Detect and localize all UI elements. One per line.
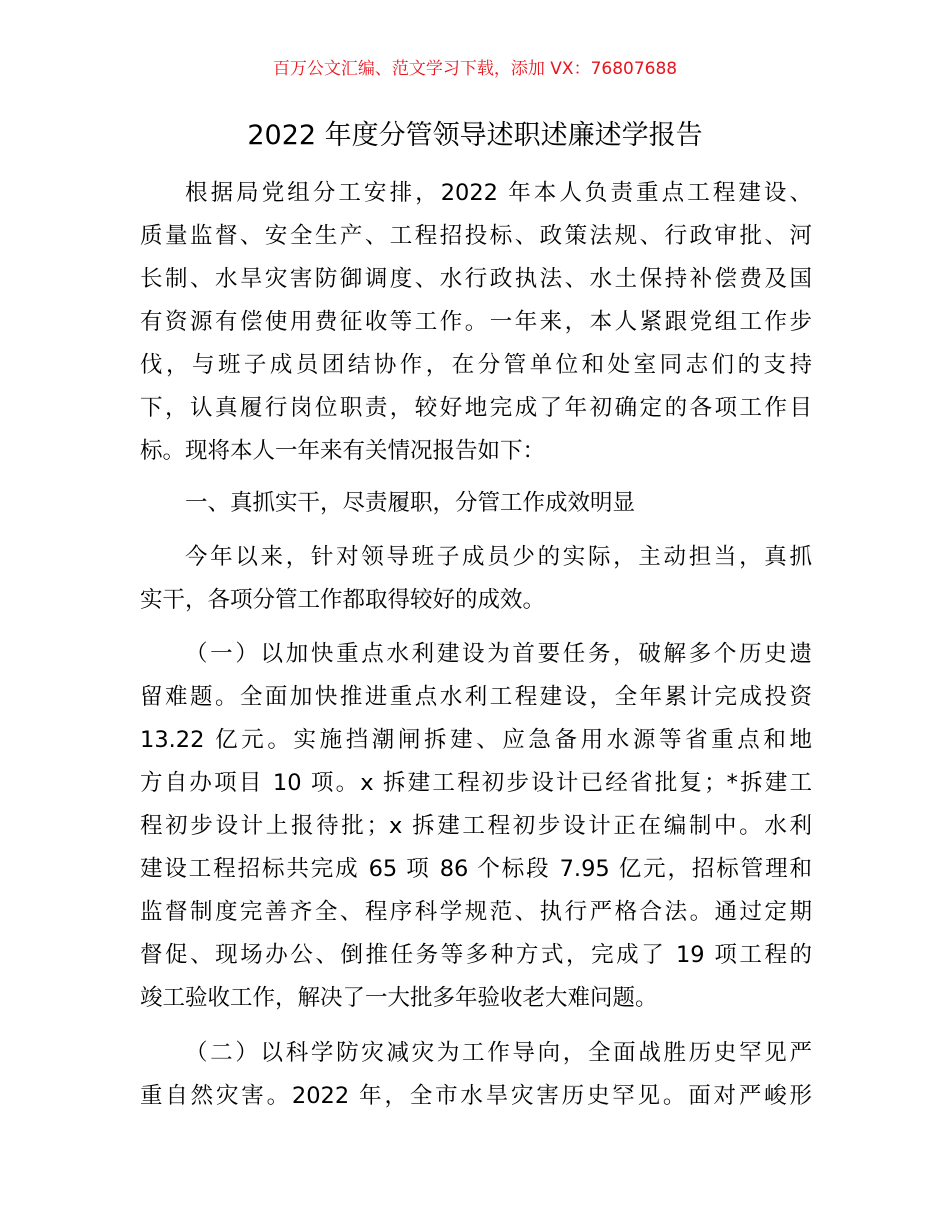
- text-line: 留难题。全面加快推进重点水利工程建设，全年累计完成投资: [140, 684, 812, 710]
- text-line: 实干，各项分管工作都取得较好的成效。: [140, 587, 546, 613]
- text-line: 下，认真履行岗位职责，较好地完成了年初确定的各项工作目: [140, 395, 812, 421]
- text-line: 重自然灾害。2022 年，全市水旱灾害历史罕见。面对严峻形: [140, 1083, 812, 1109]
- text-line: 监督制度完善齐全、程序科学规范、执行严格合法。通过定期: [140, 899, 812, 925]
- text-line: （一）以加快重点水利建设为首要任务，破解多个历史遗: [185, 641, 812, 667]
- text-line: 有资源有偿使用费征收等工作。一年来，本人紧跟党组工作步: [140, 309, 812, 335]
- text-line: 督促、现场办公、倒推任务等多种方式，完成了 19 项工程的: [140, 942, 812, 968]
- text-line: 方自办项目 10 项。x 拆建工程初步设计已经省批复；*拆建工: [140, 770, 812, 796]
- paragraph-section-1-intro: [140, 536, 812, 622]
- paragraph-subsection-2: [140, 1032, 812, 1118]
- watermark-banner: 百万公文汇编、范文学习下载，添加 VX：76807688: [272, 59, 678, 79]
- section-heading-1: [140, 482, 812, 525]
- text-line: 建设工程招标共完成 65 项 86 个标段 7.95 亿元，招标管理和: [140, 856, 812, 882]
- document-title: 2022 年度分管领导述职述廉述学报告: [247, 120, 703, 151]
- text-line: 今年以来，针对领导班子成员少的实际，主动担当，真抓: [185, 544, 812, 570]
- section-heading-text: 一、真抓实干，尽责履职，分管工作成效明显: [185, 490, 636, 516]
- text-line: 13.22 亿元。实施挡潮闸拆建、应急备用水源等省重点和地: [140, 727, 812, 753]
- text-line: 长制、水旱灾害防御调度、水行政执法、水土保持补偿费及国: [140, 266, 812, 292]
- text-line: 伐，与班子成员团结协作，在分管单位和处室同志们的支持: [140, 352, 812, 378]
- text-line: （二）以科学防灾减灾为工作导向，全面战胜历史罕见严: [185, 1040, 812, 1066]
- paragraph-subsection-1: [140, 633, 812, 1020]
- text-line: 根据局党组分工安排，2022 年本人负责重点工程建设、: [185, 180, 812, 206]
- text-line: 竣工验收工作，解决了一大批多年验收老大难问题。: [140, 985, 658, 1011]
- text-line: 程初步设计上报待批；x 拆建工程初步设计正在编制中。水利: [140, 813, 812, 839]
- paragraph-intro: [140, 172, 812, 473]
- text-line: 质量监督、安全生产、工程招投标、政策法规、行政审批、河: [140, 223, 812, 249]
- text-line: 标。现将本人一年来有关情况报告如下：: [140, 438, 546, 464]
